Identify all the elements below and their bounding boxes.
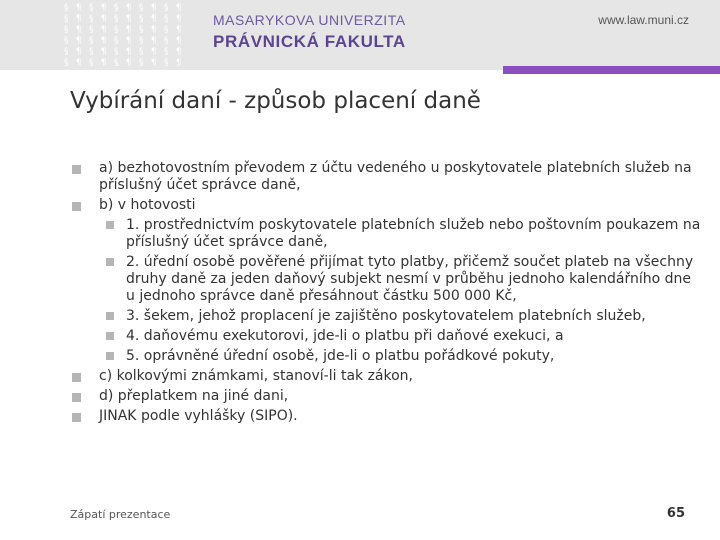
pattern-glyph: §: [88, 46, 94, 57]
sub-list-item: [106, 254, 702, 305]
pattern-glyph: ¶: [151, 24, 157, 35]
pattern-glyph: §: [113, 2, 119, 13]
pattern-glyph: ¶: [176, 35, 182, 46]
square-bullet-icon: [106, 258, 114, 266]
pattern-glyph: ¶: [151, 57, 157, 68]
pattern-glyph: §: [163, 46, 169, 57]
pattern-glyph: §: [163, 13, 169, 24]
page-number: 65: [666, 506, 685, 521]
pattern-glyph: §: [113, 46, 119, 57]
accent-bar: [503, 66, 720, 74]
faculty-name: PRÁVNICKÁ FAKULTA: [213, 32, 406, 51]
pattern-glyph: ¶: [176, 24, 182, 35]
website-url[interactable]: www.law.muni.cz: [598, 13, 689, 27]
university-name: MASARYKOVA UNIVERZITA: [213, 12, 406, 28]
pattern-glyph: §: [88, 2, 94, 13]
sub-list-item: [106, 308, 702, 325]
list-item-text: 3. šekem, jehož proplacení je zajištěno poskytovatelem platebních služeb,: [126, 308, 646, 324]
pattern-glyph: ¶: [76, 2, 82, 13]
pattern-glyph: ¶: [151, 35, 157, 46]
header-band: [0, 0, 720, 70]
pattern-glyph: ¶: [101, 24, 107, 35]
list-item: [72, 368, 702, 385]
pattern-glyph: ¶: [176, 2, 182, 13]
list-item: [72, 388, 702, 405]
pattern-glyph: §: [138, 2, 144, 13]
square-bullet-icon: [72, 165, 81, 174]
pattern-glyph: §: [163, 24, 169, 35]
square-bullet-icon: [72, 393, 81, 402]
list-item-text: 2. úřední osobě pověřené přijímat tyto platby, přičemž součet plateb na všechny druhy daně za jeden daňový subjekt nesmí v průběhu jednoho kalendářního dne u jednoho správce daně přesáhnout částku 500 000 Kč,: [126, 254, 694, 304]
pattern-glyph: §: [63, 2, 69, 13]
pattern-glyph: §: [113, 13, 119, 24]
pattern-glyph: §: [88, 35, 94, 46]
pattern-glyph: §: [163, 35, 169, 46]
pattern-glyph: §: [63, 24, 69, 35]
pattern-glyph: ¶: [126, 35, 132, 46]
pattern-glyph: ¶: [176, 13, 182, 24]
pattern-glyph: §: [63, 46, 69, 57]
pattern-glyph: §: [113, 35, 119, 46]
slide-title: Vybírání daní - způsob placení daně: [70, 88, 481, 114]
square-bullet-icon: [106, 312, 114, 320]
pattern-glyph: ¶: [126, 13, 132, 24]
list-item-text: a) bezhotovostním převodem z účtu vedeného u poskytovatele platebních služeb na příslušný účet správce daně,: [99, 160, 692, 193]
sub-list-item: [106, 328, 702, 345]
sub-list-item: [106, 348, 702, 365]
pattern-glyph: §: [138, 46, 144, 57]
pattern-glyph: §: [113, 24, 119, 35]
pattern-glyph: ¶: [101, 57, 107, 68]
pattern-glyph: ¶: [126, 24, 132, 35]
list-item-text: 5. oprávněné úřední osobě, jde-li o platbu pořádkové pokuty,: [126, 348, 555, 364]
list-item: [72, 408, 702, 425]
pattern-glyph: ¶: [76, 46, 82, 57]
square-bullet-icon: [106, 352, 114, 360]
pattern-glyph: ¶: [151, 2, 157, 13]
pattern-glyph: ¶: [101, 46, 107, 57]
list-item: [72, 197, 702, 214]
pattern-glyph: §: [138, 35, 144, 46]
pattern-glyph: ¶: [76, 57, 82, 68]
pattern-glyph: ¶: [126, 46, 132, 57]
pattern-glyph: ¶: [176, 57, 182, 68]
pattern-glyph: §: [63, 35, 69, 46]
list-item-text: c) kolkovými známkami, stanoví-li tak zákon,: [99, 368, 414, 384]
pattern-glyph: ¶: [176, 46, 182, 57]
pattern-glyph: ¶: [76, 13, 82, 24]
pattern-glyph: §: [163, 2, 169, 13]
list-item-text: 4. daňovému exekutorovi, jde-li o platbu při daňové exekuci, a: [126, 328, 564, 344]
pattern-glyph: ¶: [101, 13, 107, 24]
square-bullet-icon: [72, 413, 81, 422]
paragraph-pattern-logo: [60, 2, 185, 68]
square-bullet-icon: [106, 221, 114, 229]
pattern-glyph: §: [88, 24, 94, 35]
pattern-glyph: ¶: [101, 2, 107, 13]
pattern-glyph: ¶: [126, 2, 132, 13]
footer-text: Zápatí prezentace: [70, 508, 171, 521]
pattern-glyph: §: [63, 57, 69, 68]
list-item-text: b) v hotovosti: [99, 197, 196, 213]
pattern-glyph: §: [138, 57, 144, 68]
pattern-glyph: §: [88, 57, 94, 68]
pattern-glyph: §: [138, 13, 144, 24]
square-bullet-icon: [72, 373, 81, 382]
list-item-text: 1. prostřednictvím poskytovatele platebních služeb nebo poštovním poukazem na příslušný účet správce daně,: [126, 217, 701, 250]
square-bullet-icon: [72, 202, 81, 211]
sub-list-item: [106, 217, 702, 251]
pattern-glyph: ¶: [76, 24, 82, 35]
square-bullet-icon: [106, 332, 114, 340]
pattern-glyph: §: [163, 57, 169, 68]
list-item: [72, 160, 702, 194]
pattern-glyph: ¶: [151, 46, 157, 57]
pattern-glyph: §: [113, 57, 119, 68]
list-item-text: JINAK podle vyhlášky (SIPO).: [99, 408, 298, 424]
pattern-glyph: ¶: [76, 35, 82, 46]
pattern-glyph: ¶: [101, 35, 107, 46]
pattern-glyph: ¶: [151, 13, 157, 24]
pattern-glyph: §: [63, 13, 69, 24]
pattern-glyph: §: [88, 13, 94, 24]
pattern-glyph: §: [138, 24, 144, 35]
list-item-text: d) přeplatkem na jiné dani,: [99, 388, 289, 404]
bullet-list: [72, 160, 702, 428]
pattern-glyph: ¶: [126, 57, 132, 68]
